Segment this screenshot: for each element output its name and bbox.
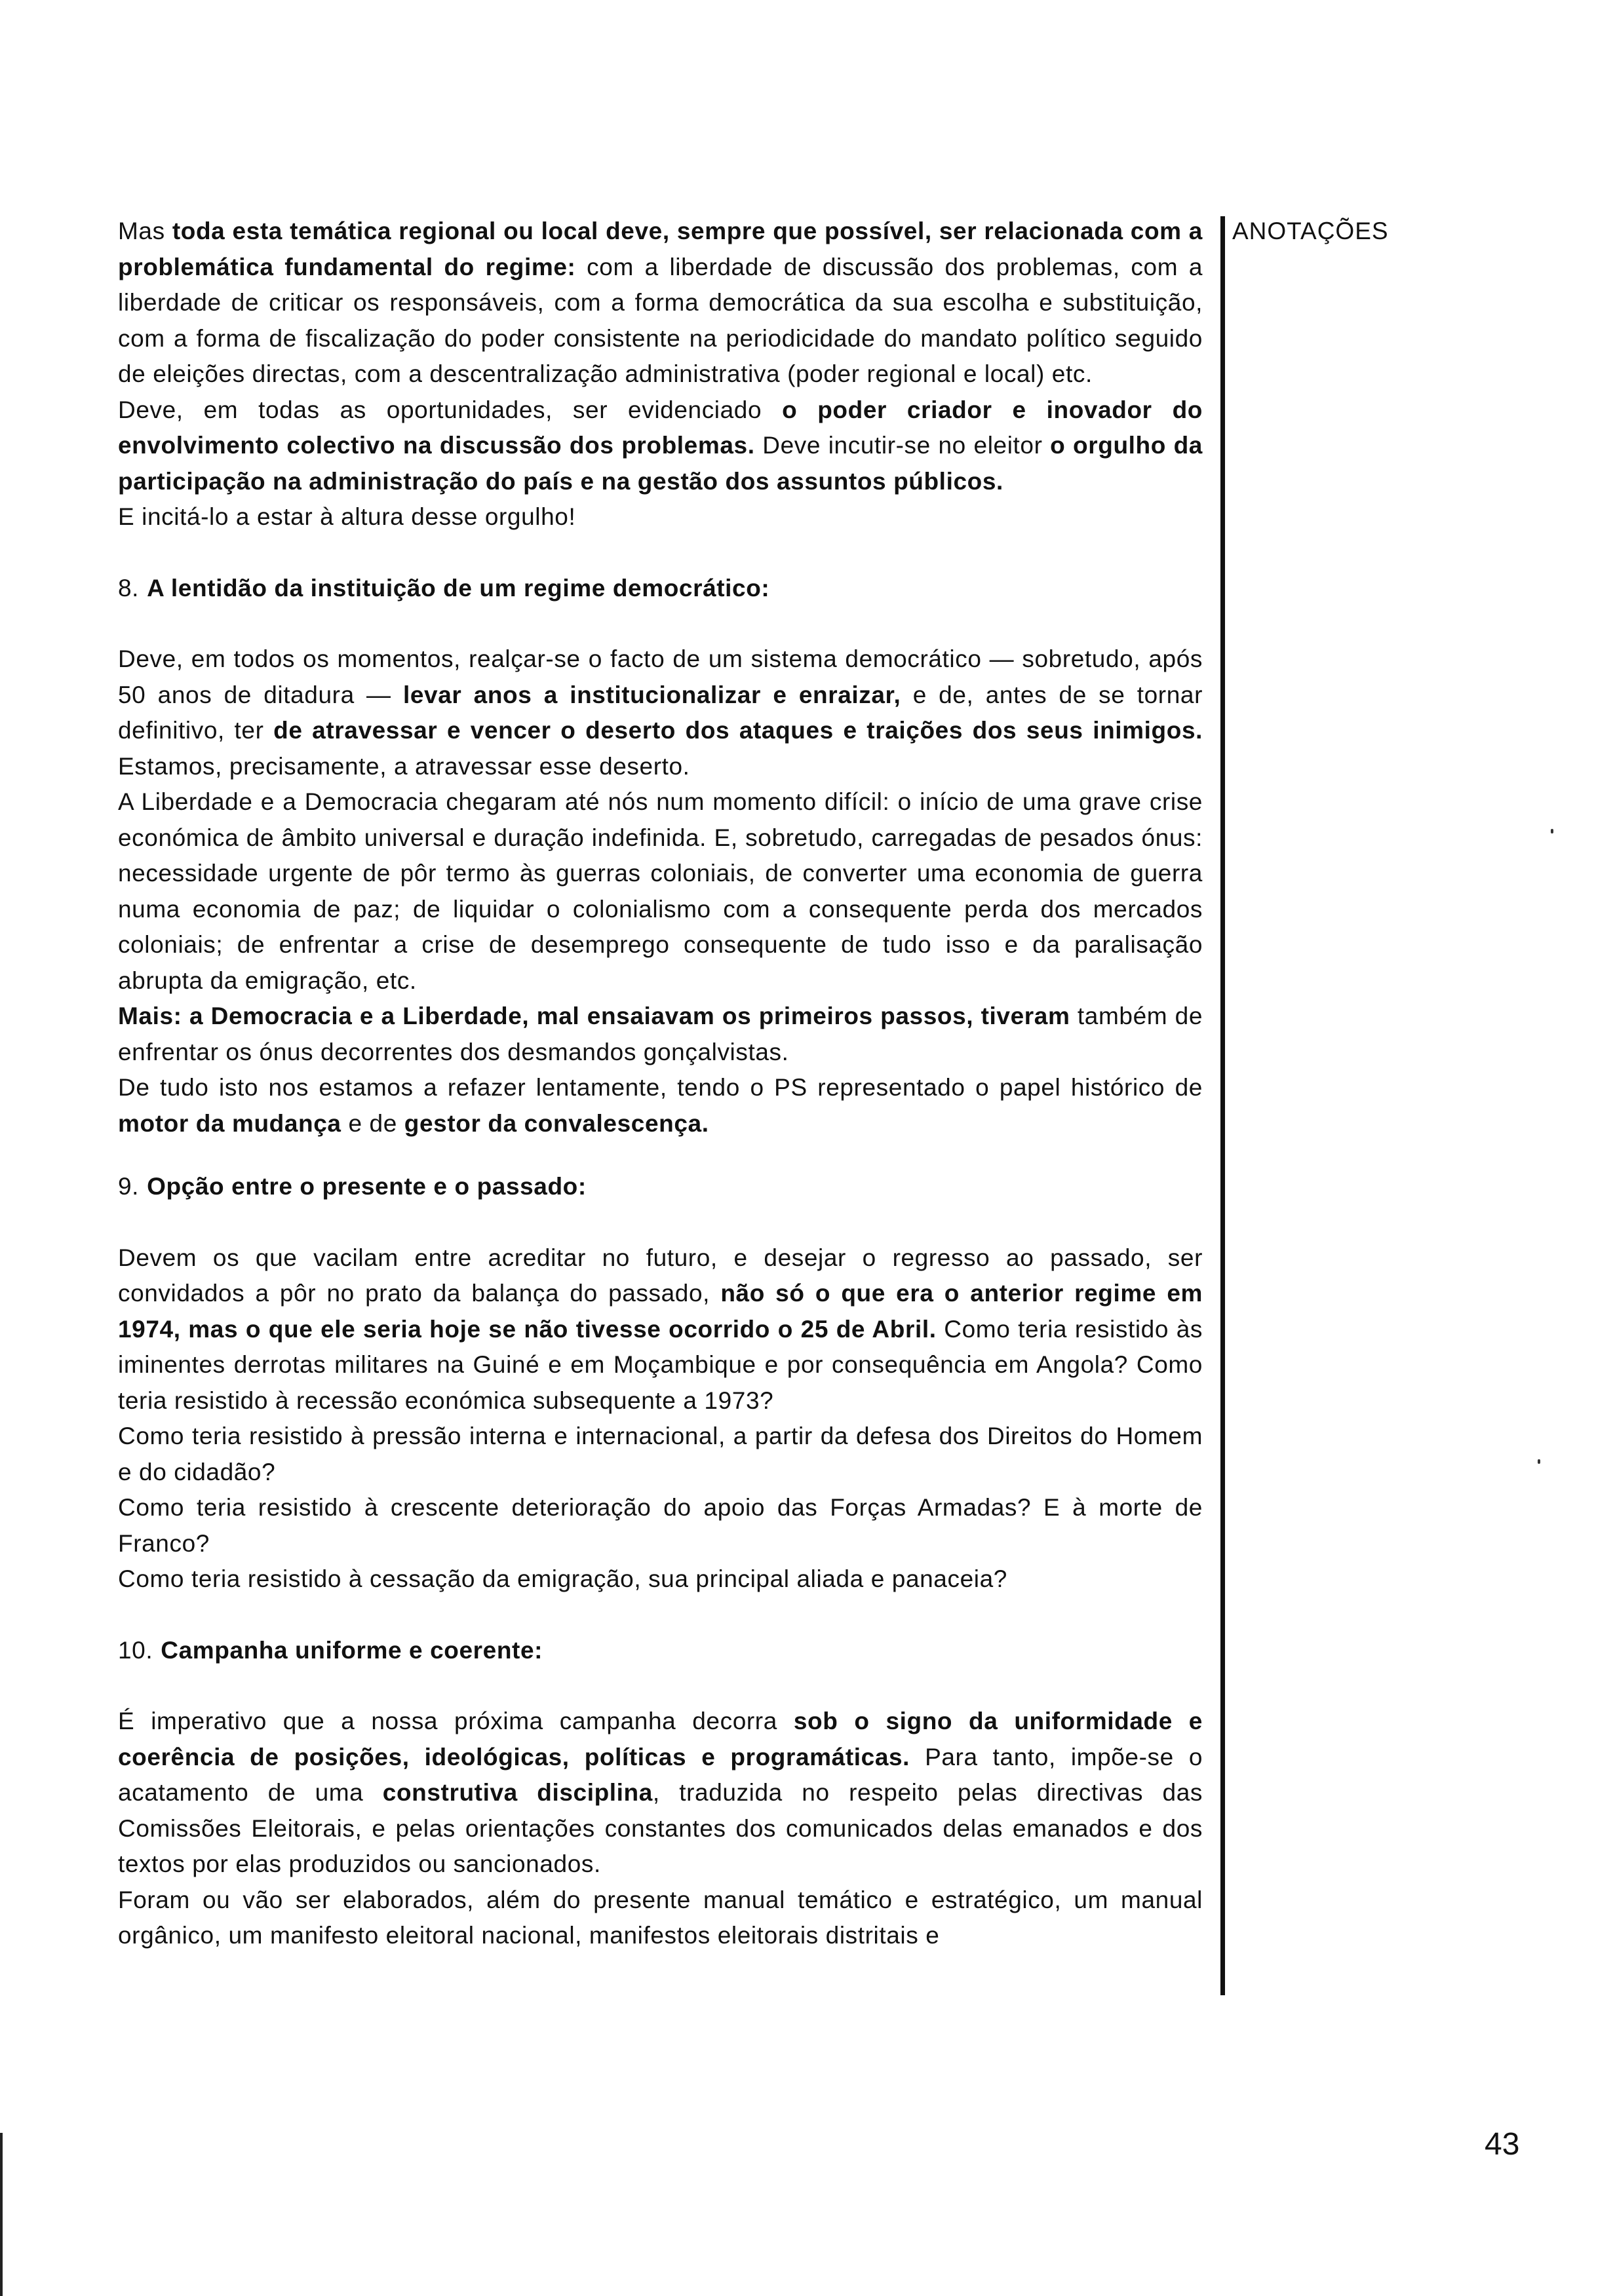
section-title: A lentidão da instituição de um regime democrático:	[147, 574, 770, 602]
emphasis: sob o signo da uniformidade e coerência de posições, ideológicas, políticas e programáticas.	[118, 1708, 1203, 1770]
emphasis: Mais: a Democracia e a Liberdade, mal ensaiavam os primeiros passos, tiveram	[118, 1003, 1070, 1029]
emphasis: o poder criador e inovador do envolvimento colectivo na discussão dos problemas.	[118, 396, 1203, 459]
margin-rule	[1220, 216, 1225, 1995]
section-title: Opção entre o presente e o passado:	[147, 1173, 587, 1200]
paragraph: Devem os que vacilam entre acreditar no futuro, e desejar o regresso ao passado, ser convidados a pôr no prato da balança do passado, não só o que era o anterior regime em 1974, mas o que ele seria hoje se não tivesse ocorrido o 25 de Abril. Como teria resistido às iminentes derrotas militares na Guiné e em Moçambique e por consequência em Angola? Como teria resistido à recessão económica subsequente a 1973?	[118, 1244, 1203, 1414]
paragraph: Deve, em todas as oportunidades, ser evidenciado o poder criador e inovador do envolvimento colectivo na discussão dos problemas. Deve incutir-se no eleitor o orgulho da participação na administração do país e na gestão dos assuntos públicos.	[118, 396, 1203, 495]
scan-edge-mark	[0, 2133, 3, 2296]
emphasis: de atravessar e vencer o deserto dos ataques e traições dos seus inimigos.	[273, 717, 1203, 744]
scan-speck	[1551, 829, 1553, 833]
section-heading-10	[118, 1633, 1203, 1669]
paragraph: Como teria resistido à pressão interna e internacional, a partir da defesa dos Direitos do Homem e do cidadão?	[118, 1423, 1203, 1485]
page-number: 43	[1485, 2127, 1520, 2162]
section-title: Campanha uniforme e coerente:	[161, 1636, 543, 1664]
scan-speck	[1538, 1459, 1540, 1464]
section-heading-8	[118, 571, 1203, 607]
paragraph: Mas toda esta temática regional ou local deve, sempre que possível, ser relacionada com a problemática fundamental do regime: com a liberdade de discussão dos problemas, com a liberdade de criticar os responsáveis, com a forma democrática da sua escolha e substituição, com a forma de fiscalização do poder consistente na periodicidade do mandato político seguido de eleições directas, com a descentralização administrativa (poder regional e local) etc.	[118, 218, 1203, 387]
paragraph: Foram ou vão ser elaborados, além do presente manual temático e estratégico, um manual orgânico, um manifesto eleitoral nacional, manifestos eleitorais distritais e	[118, 1886, 1203, 1949]
emphasis: construtiva disciplina	[382, 1779, 653, 1806]
annotations-label: ANOTAÇÕES	[1232, 218, 1389, 244]
emphasis: gestor da convalescença.	[404, 1109, 709, 1137]
paragraph: Mais: a Democracia e a Liberdade, mal ensaiavam os primeiros passos, tiveram também de enfrentar os ónus decorrentes dos desmandos gonçalvistas.	[118, 1003, 1203, 1065]
paragraph: É imperativo que a nossa próxima campanha decorra sob o signo da uniformidade e coerência de posições, ideológicas, políticas e programáticas. Para tanto, impõe-se o acatamento de uma construtiva disciplina, traduzida no respeito pelas directivas das Comissões Eleitorais, e pelas orientações constantes dos comunicados delas emanados e dos textos por elas produzidos ou sancionados.	[118, 1708, 1203, 1877]
emphasis: toda esta temática regional ou local deve, sempre que possível, ser relacionada com a problemática fundamental do regime:	[118, 218, 1203, 280]
emphasis: motor da mudança	[118, 1109, 341, 1137]
paragraph: E incitá-lo a estar à altura desse orgulho!	[118, 503, 576, 530]
section-heading-9	[118, 1169, 1203, 1205]
emphasis: o orgulho da participação na administração do país e na gestão dos assuntos públicos.	[118, 432, 1203, 495]
paragraph: Como teria resistido à cessação da emigração, sua principal aliada e panaceia?	[118, 1565, 1007, 1592]
paragraph: Como teria resistido à crescente deterioração do apoio das Forças Armadas? E à morte de Franco?	[118, 1494, 1203, 1557]
main-text-column	[118, 214, 1203, 1954]
section-number: 10.	[118, 1636, 153, 1664]
paragraph: A Liberdade e a Democracia chegaram até nós num momento difícil: o início de uma grave crise económica de âmbito universal e duração indefinida. E, sobretudo, carregadas de pesados ónus: necessidade urgente de pôr termo às guerras coloniais, de converter uma economia de guerra numa economia de paz; de liquidar o colonialismo com a consequente perda dos mercados coloniais; de enfrentar a crise de desemprego consequente de tudo isso e da paralisação abrupta da emigração, etc.	[118, 788, 1203, 994]
emphasis: levar anos a institucionalizar e enraizar,	[402, 681, 901, 708]
section-number: 8.	[118, 574, 140, 602]
paragraph: De tudo isto nos estamos a refazer lentamente, tendo o PS representado o papel histórico de motor da mudança e de gestor da convalescença.	[118, 1074, 1203, 1137]
emphasis: não só o que era o anterior regime em 1974, mas o que ele seria hoje se não tivesse ocorrido o 25 de Abril.	[118, 1280, 1203, 1343]
section-number: 9.	[118, 1173, 140, 1200]
paragraph: Deve, em todos os momentos, realçar-se o facto de um sistema democrático — sobretudo, após 50 anos de ditadura — levar anos a institucionalizar e enraizar, e de, antes de se tornar definitivo, ter de atravessar e vencer o deserto dos ataques e traições dos seus inimigos. Estamos, precisamente, a atravessar esse deserto.	[118, 645, 1203, 780]
